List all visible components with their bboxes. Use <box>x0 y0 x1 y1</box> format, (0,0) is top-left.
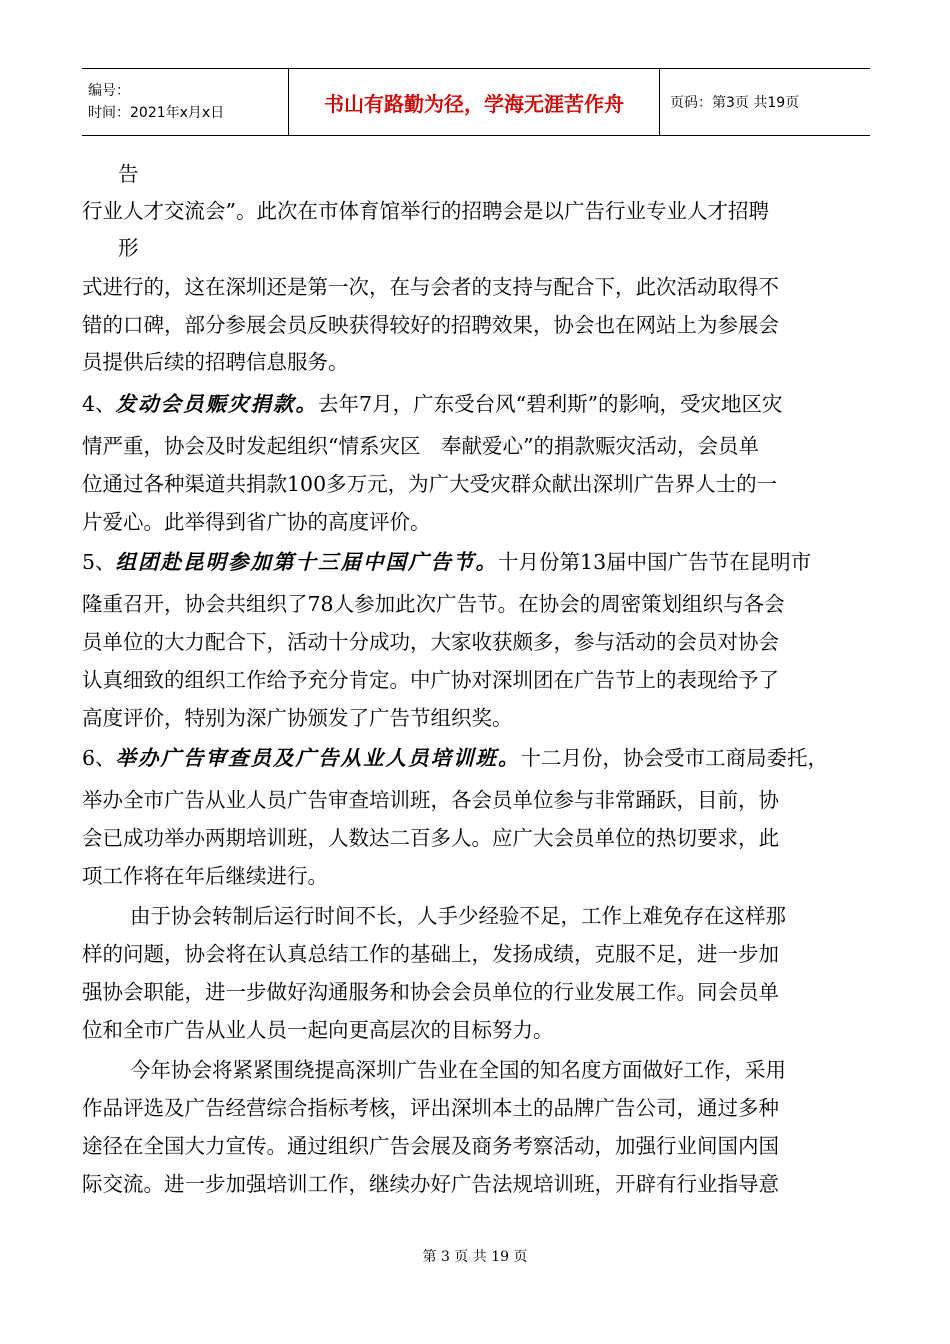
list-item-4 <box>82 390 783 418</box>
text-line: 认真细致的组织工作给予充分肯定。中广协对深圳团在广告节上的表现给予了 <box>82 668 779 692</box>
list-item-5 <box>82 548 811 576</box>
item-text: 十二月份，协会受市工商局委托， <box>520 746 829 770</box>
text-line: 作品评选及广告经营综合指标考核，评出深圳本土的品牌广告公司，通过多种 <box>82 1096 779 1120</box>
item-number: 6、 <box>82 746 116 770</box>
item-number: 5、 <box>82 550 116 574</box>
text-line: 位和全市广告从业人员一起向更高层次的目标努力。 <box>82 1018 554 1042</box>
text-line: 高度评价，特别为深广协颁发了广告节组织奖。 <box>82 706 513 730</box>
text-line: 片爱心。此举得到省广协的高度评价。 <box>82 510 431 534</box>
text-line: 强协会职能，进一步做好沟通服务和协会会员单位的行业发展工作。同会员单 <box>82 980 779 1004</box>
header-page-label: 页码：第3页 共19页 <box>660 69 871 136</box>
header-table <box>82 68 870 136</box>
item-text: 十月份第13届中国广告节在昆明市 <box>498 550 812 574</box>
header-motto: 书山有路勤为径，学海无涯苦作舟 <box>289 69 660 136</box>
text-line: 形 <box>118 236 139 260</box>
text-line: 样的问题，协会将在认真总结工作的基础上，发扬成绩，克服不足，进一步加 <box>82 942 779 966</box>
text-line: 会已成功举办两期培训班，人数达二百多人。应广大会员单位的热切要求，此 <box>82 826 779 850</box>
text-line: 举办全市广告从业人员广告审查培训班，各会员单位参与非常踊跃，目前，协 <box>82 788 779 812</box>
text-line: 告 <box>118 162 139 186</box>
document-time-label: 时间：2021年x月x日 <box>88 105 225 121</box>
text-line: 位通过各种渠道共捐款100多万元，为广大受灾群众献出深圳广告界人士的一 <box>82 472 778 496</box>
text-line: 今年协会将紧紧围绕提高深圳广告业在全国的知名度方面做好工作，采用 <box>130 1058 786 1082</box>
text-line: 情严重，协会及时发起组织“情系灾区 奉献爱心”的捐款赈灾活动，会员单 <box>82 434 759 458</box>
text-line: 员提供后续的招聘信息服务。 <box>82 350 349 374</box>
list-item-6 <box>82 744 828 772</box>
page-footer: 第 3 页 共 19 页 <box>422 1249 528 1265</box>
item-title: 发动会员赈灾捐款。 <box>115 392 319 416</box>
item-text: 去年7月，广东受台风“碧利斯”的影响，受灾地区灾 <box>318 392 783 416</box>
text-line: 项工作将在年后继续进行。 <box>82 864 328 888</box>
text-line: 式进行的，这在深圳还是第一次，在与会者的支持与配合下，此次活动取得不 <box>82 275 779 299</box>
text-line: 由于协会转制后运行时间不长，人手少经验不足，工作上难免存在这样那 <box>130 904 786 928</box>
text-line: 错的口碑，部分参展会员反映获得较好的招聘效果，协会也在网站上为参展会 <box>82 313 779 337</box>
text-line: 隆重召开，协会共组织了78人参加此次广告节。在协会的周密策划组织与各会 <box>82 592 785 616</box>
header-meta <box>82 69 289 136</box>
text-line: 途径在全国大力宣传。通过组织广告会展及商务考察活动，加强行业间国内国 <box>82 1134 779 1158</box>
text-line: 际交流。进一步加强培训工作，继续办好广告法规培训班，开辟有行业指导意 <box>82 1172 779 1196</box>
document-number-label: 编号： <box>88 83 130 99</box>
item-number: 4、 <box>82 392 116 416</box>
item-title: 组团赴昆明参加第十三届中国广告节。 <box>115 550 499 574</box>
item-title: 举办广告审查员及广告从业人员培训班。 <box>115 746 521 770</box>
text-line: 行业人才交流会”。此次在市体育馆举行的招聘会是以广告行业专业人才招聘 <box>82 199 769 223</box>
text-line: 员单位的大力配合下，活动十分成功，大家收获颇多，参与活动的会员对协会 <box>82 630 779 654</box>
